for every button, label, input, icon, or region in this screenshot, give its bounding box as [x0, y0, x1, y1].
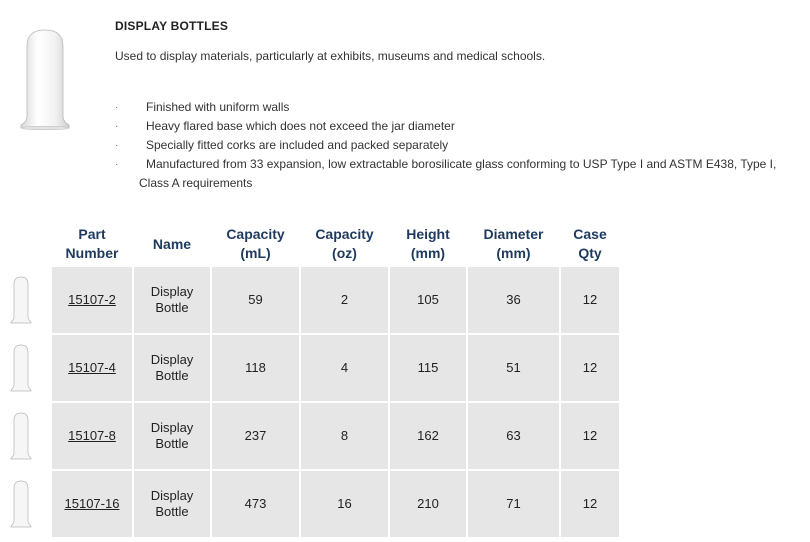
page-title: DISPLAY BOTTLES — [115, 19, 229, 33]
header-height: Height (mm) — [406, 226, 450, 261]
height-cell: 210 — [390, 471, 466, 537]
table-row — [52, 335, 619, 401]
height-cell: 162 — [390, 403, 466, 469]
list-item: · Manufactured from 33 expansion, low extractable borosilicate glass conforming to USP Type I and ASTM E438, Type I, Class A requirements — [115, 157, 777, 190]
part-number-cell[interactable] — [52, 403, 132, 469]
diameter-cell: 51 — [468, 335, 559, 401]
table-row — [52, 471, 619, 537]
feature-list — [115, 98, 805, 193]
table-header-row — [52, 223, 619, 265]
bottle-thumbnail — [9, 411, 33, 461]
header-part-number: Part Number — [65, 226, 119, 261]
case-qty-cell: 12 — [561, 403, 619, 469]
bullet-glyph: · — [115, 121, 119, 132]
part-number-link[interactable]: 15107-2 — [68, 292, 116, 307]
name-cell: Display Bottle — [134, 335, 210, 401]
part-number-link[interactable]: 15107-8 — [68, 428, 116, 443]
part-number-cell[interactable] — [52, 267, 132, 333]
diameter-cell: 71 — [468, 471, 559, 537]
product-description: Used to display materials, particularly at exhibits, museums and medical schools. — [115, 49, 546, 63]
list-item: · Specially fitted corks are included and packed separately — [115, 136, 805, 155]
capacity-oz-cell: 4 — [301, 335, 388, 401]
capacity-oz-cell: 2 — [301, 267, 388, 333]
list-item: · Finished with uniform walls — [115, 98, 805, 117]
bottle-thumbnail — [9, 343, 33, 393]
bullet-glyph: · — [115, 102, 119, 113]
spec-table — [50, 221, 621, 539]
list-item: · Heavy flared base which does not exceed the jar diameter — [115, 117, 805, 136]
name-cell: Display Bottle — [134, 267, 210, 333]
height-cell: 105 — [390, 267, 466, 333]
case-qty-cell: 12 — [561, 267, 619, 333]
diameter-cell: 36 — [468, 267, 559, 333]
capacity-ml-cell: 237 — [212, 403, 299, 469]
capacity-ml-cell: 473 — [212, 471, 299, 537]
capacity-ml-cell: 118 — [212, 335, 299, 401]
height-cell: 115 — [390, 335, 466, 401]
header-capacity-ml: Capacity (mL) — [226, 226, 285, 261]
table-row — [52, 403, 619, 469]
name-cell: Display Bottle — [134, 403, 210, 469]
header-case-qty: Case Qty — [573, 226, 607, 261]
part-number-cell[interactable] — [52, 335, 132, 401]
capacity-ml-cell: 59 — [212, 267, 299, 333]
case-qty-cell: 12 — [561, 471, 619, 537]
diameter-cell: 63 — [468, 403, 559, 469]
header-name: Name — [152, 235, 192, 252]
part-number-link[interactable]: 15107-4 — [68, 360, 116, 375]
bullet-glyph: · — [115, 159, 119, 170]
bottle-thumbnail — [9, 479, 33, 529]
bottle-thumbnail — [9, 275, 33, 325]
bullet-glyph: · — [115, 140, 119, 151]
capacity-oz-cell: 8 — [301, 403, 388, 469]
part-number-link[interactable]: 15107-16 — [64, 496, 120, 511]
table-row — [52, 267, 619, 333]
part-number-cell[interactable] — [52, 471, 132, 537]
display-bottle-image — [20, 28, 70, 132]
case-qty-cell: 12 — [561, 335, 619, 401]
name-cell: Display Bottle — [134, 471, 210, 537]
header-capacity-oz: Capacity (oz) — [315, 226, 374, 261]
capacity-oz-cell: 16 — [301, 471, 388, 537]
header-diameter: Diameter (mm) — [483, 226, 544, 261]
